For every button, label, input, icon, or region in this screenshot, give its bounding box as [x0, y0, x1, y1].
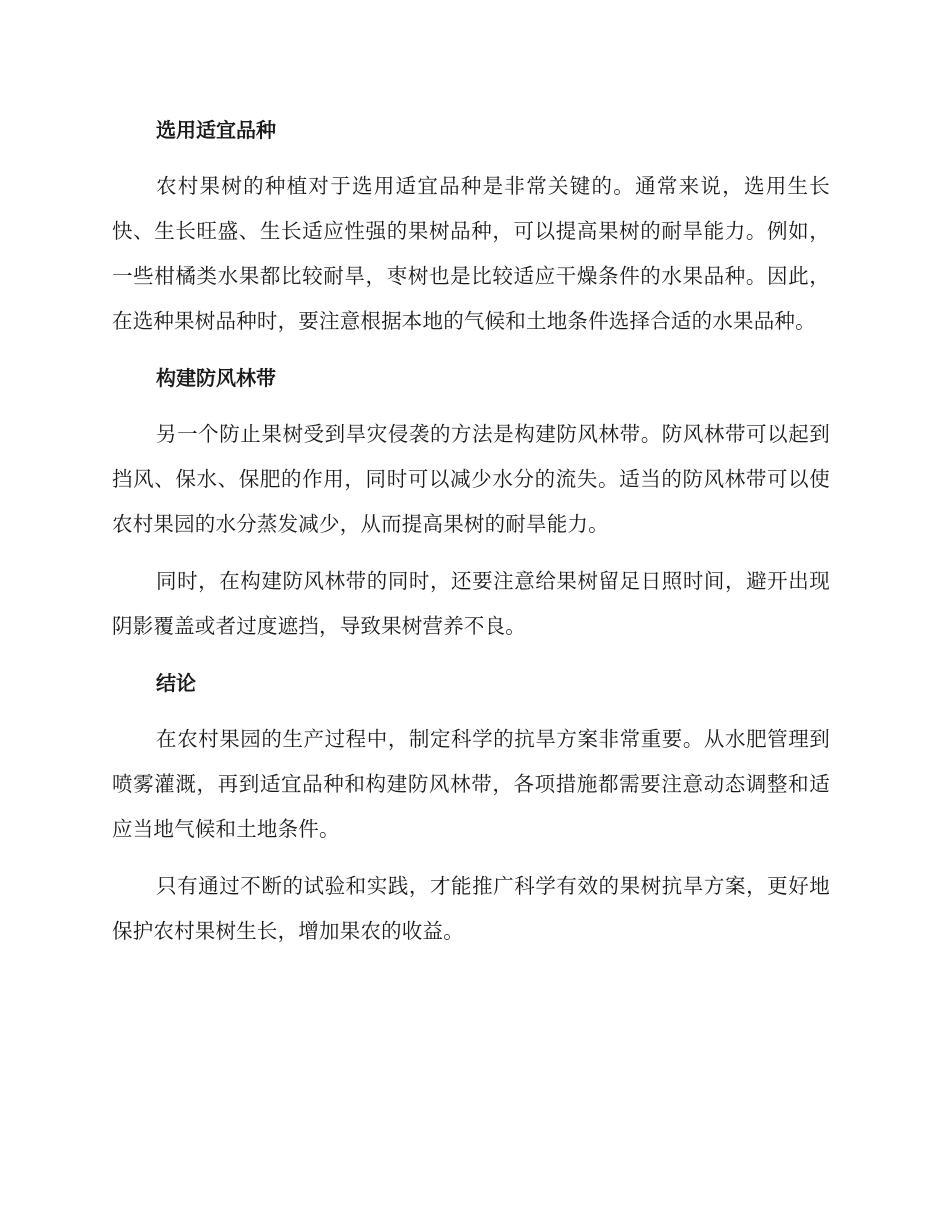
paragraph-varieties: 农村果树的种植对于选用适宜品种是非常关键的。通常来说，选用生长快、生长旺盛、生长适应性强的果树品种，可以提高果树的耐旱能力。例如，一些柑橘类水果都比较耐旱，枣树也是比较适应干燥条件的水果品种。因此，在选种果树品种时，要注意根据本地的气候和土地条件选择合适的水果品种。 [112, 174, 830, 333]
paragraph-conclusion-1: 在农村果园的生产过程中，制定科学的抗旱方案非常重要。从水肥管理到喷雾灌溉，再到适宜品种和构建防风林带，各项措施都需要注意动态调整和适应当地气候和土地条件。 [112, 727, 830, 841]
paragraph-windbreak-1: 另一个防止果树受到旱灾侵袭的方法是构建防风林带。防风林带可以起到挡风、保水、保肥的作用，同时可以减少水分的流失。适当的防风林带可以使农村果园的水分蒸发减少，从而提高果树的耐旱能力。 [112, 422, 830, 536]
document-page [112, 108, 830, 966]
section-heading-windbreak: 构建防风林带 [156, 366, 276, 390]
paragraph-windbreak-2: 同时，在构建防风林带的同时，还要注意给果树留足日照时间，避开出现阴影覆盖或者过度遮挡，导致果树营养不良。 [112, 569, 830, 638]
section-heading-varieties: 选用适宜品种 [156, 118, 276, 142]
section-heading-conclusion: 结论 [156, 671, 196, 695]
paragraph-conclusion-2: 只有通过不断的试验和实践，才能推广科学有效的果树抗旱方案，更好地保护农村果树生长，增加果农的收益。 [112, 874, 830, 943]
